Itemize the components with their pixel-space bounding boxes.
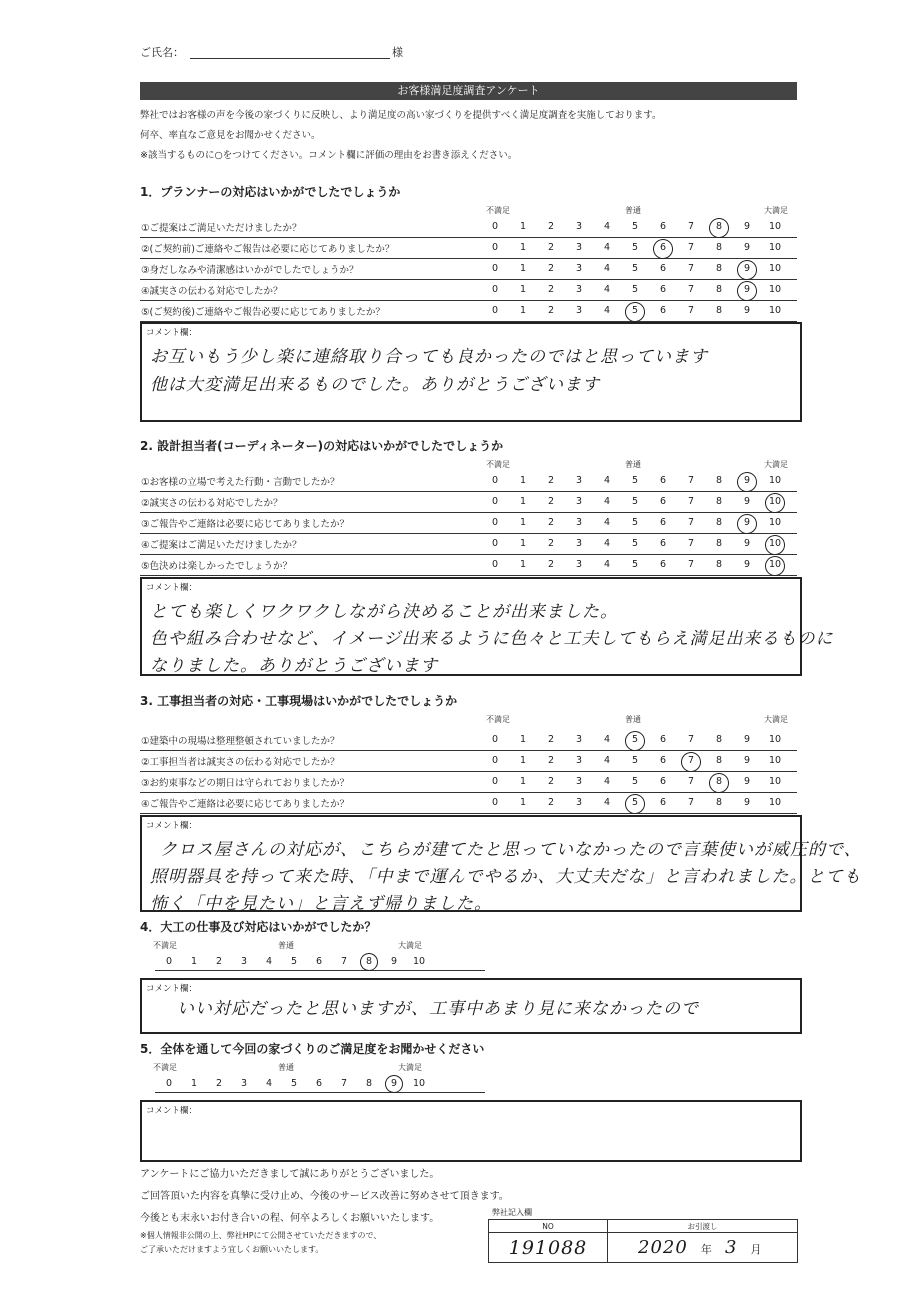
scale-label-low: 不満足 bbox=[153, 1063, 177, 1072]
rating-option-4[interactable]: 4 bbox=[603, 776, 611, 787]
question-text: ③お約束事などの期日は守られておりましたか？ bbox=[141, 778, 350, 789]
rating-option-7[interactable]: 7 bbox=[687, 221, 695, 232]
rating-option-5[interactable]: 5 bbox=[631, 221, 639, 232]
rating-option-6[interactable]: 6 bbox=[659, 221, 667, 232]
question-row bbox=[140, 534, 797, 555]
handover-month: 3 bbox=[725, 1237, 738, 1258]
rating-option-3[interactable]: 3 bbox=[575, 496, 583, 507]
section-2-heading: 2. 設計担当者(コーディネーター)の対応はいかがでしたでしょうか bbox=[140, 439, 504, 453]
rating-option-10[interactable]: 10 bbox=[768, 496, 782, 507]
rating-option-7[interactable]: 7 bbox=[687, 559, 695, 570]
question-text: ③ご報告やご連絡は必要に応じてありましたか？ bbox=[141, 519, 350, 530]
intro-text-1: 弊社ではお客様の声を今後の家づくりに反映し、より満足度の高い家づくりを提供すべく満足度調査を実施しております。 bbox=[140, 110, 662, 121]
rating-option-5[interactable]: 5 bbox=[290, 1078, 298, 1089]
rating-option-6[interactable]: 6 bbox=[659, 263, 667, 274]
comment-label: コメント欄： bbox=[146, 984, 198, 994]
rating-option-6[interactable]: 6 bbox=[659, 776, 667, 787]
rating-option-0[interactable]: 0 bbox=[165, 1078, 173, 1089]
rating-option-10[interactable]: 10 bbox=[768, 221, 782, 232]
rating-option-9[interactable]: 9 bbox=[743, 797, 751, 808]
rating-option-9[interactable]: 9 bbox=[743, 263, 751, 274]
rating-option-0[interactable]: 0 bbox=[491, 305, 499, 316]
question-text: ①建築中の現場は整理整頓されていましたか？ bbox=[141, 736, 340, 747]
comment-label: コメント欄： bbox=[146, 328, 198, 338]
rating-option-5[interactable]: 5 bbox=[631, 776, 639, 787]
no-header: NO bbox=[489, 1220, 608, 1233]
rating-option-9[interactable]: 9 bbox=[743, 517, 751, 528]
rating-option-5[interactable]: 5 bbox=[631, 734, 639, 745]
rating-option-6[interactable]: 6 bbox=[659, 305, 667, 316]
rating-option-6[interactable]: 6 bbox=[659, 242, 667, 253]
rating-option-4[interactable]: 4 bbox=[603, 559, 611, 570]
rating-option-10[interactable]: 10 bbox=[768, 538, 782, 549]
rating-option-3[interactable]: 3 bbox=[240, 956, 248, 967]
rating-option-4[interactable]: 4 bbox=[603, 755, 611, 766]
rating-option-10[interactable]: 10 bbox=[768, 797, 782, 808]
rating-option-4[interactable]: 4 bbox=[603, 475, 611, 486]
question-text: ②誠実さの伝わる対応でしたか？ bbox=[141, 498, 283, 509]
rating-option-3[interactable]: 3 bbox=[240, 1078, 248, 1089]
rating-option-7[interactable]: 7 bbox=[687, 475, 695, 486]
rating-option-0[interactable]: 0 bbox=[491, 263, 499, 274]
rating-option-7[interactable]: 7 bbox=[340, 1078, 348, 1089]
rating-option-9[interactable]: 9 bbox=[390, 956, 398, 967]
section-5-comment-box[interactable] bbox=[140, 1100, 802, 1162]
rating-option-3[interactable]: 3 bbox=[575, 305, 583, 316]
rating-option-3[interactable]: 3 bbox=[575, 263, 583, 274]
scale-label-high: 大満足 bbox=[398, 1063, 422, 1072]
rating-option-6[interactable]: 6 bbox=[315, 1078, 323, 1089]
section-5-heading: 5．全体を通して今回の家づくりのご満足度をお聞かせください bbox=[140, 1042, 485, 1056]
rating-option-9[interactable]: 9 bbox=[743, 734, 751, 745]
rating-option-0[interactable]: 0 bbox=[491, 559, 499, 570]
rating-option-1[interactable]: 1 bbox=[519, 538, 527, 549]
rating-option-4[interactable]: 4 bbox=[603, 734, 611, 745]
rating-option-8[interactable]: 8 bbox=[715, 776, 723, 787]
rating-option-1[interactable]: 1 bbox=[519, 221, 527, 232]
rating-option-3[interactable]: 3 bbox=[575, 755, 583, 766]
rating-option-10[interactable]: 10 bbox=[768, 517, 782, 528]
rating-option-6[interactable]: 6 bbox=[659, 797, 667, 808]
rating-option-2[interactable]: 2 bbox=[547, 242, 555, 253]
rating-option-9[interactable]: 9 bbox=[743, 475, 751, 486]
section-4-comment-box[interactable] bbox=[140, 978, 802, 1034]
rating-option-8[interactable]: 8 bbox=[715, 284, 723, 295]
rating-option-1[interactable]: 1 bbox=[519, 755, 527, 766]
rating-option-9[interactable]: 9 bbox=[743, 305, 751, 316]
handwritten-comment-line: 色や組み合わせなど、イメージ出来るように色々と工夫してもらえ満足出来るものに bbox=[150, 629, 834, 649]
rating-option-0[interactable]: 0 bbox=[491, 284, 499, 295]
footer-note-2: ご了承いただけますよう宜しくお願いいたします。 bbox=[140, 1245, 324, 1254]
rating-option-7[interactable]: 7 bbox=[687, 797, 695, 808]
rating-option-0[interactable]: 0 bbox=[491, 797, 499, 808]
rating-option-10[interactable]: 10 bbox=[412, 1078, 426, 1089]
question-text: ④ご提案はご満足いただけましたか？ bbox=[141, 540, 302, 551]
comment-label: コメント欄： bbox=[146, 821, 198, 831]
rating-option-10[interactable]: 10 bbox=[768, 242, 782, 253]
handwritten-comment-line: 他は大変満足出来るものでした。ありがとうございます bbox=[150, 375, 600, 395]
rating-option-9[interactable]: 9 bbox=[743, 221, 751, 232]
comment-label: コメント欄： bbox=[146, 583, 198, 593]
rating-option-1[interactable]: 1 bbox=[519, 776, 527, 787]
rating-option-2[interactable]: 2 bbox=[547, 305, 555, 316]
scale-label-high: 大満足 bbox=[764, 715, 788, 724]
rating-option-6[interactable]: 6 bbox=[315, 956, 323, 967]
handover-year: 2020 bbox=[638, 1237, 688, 1258]
section-1-heading: 1．プランナーの対応はいかがでしたでしょうか bbox=[140, 185, 401, 199]
scale-label-low: 不満足 bbox=[486, 715, 510, 724]
question-row bbox=[140, 793, 797, 814]
rating-option-9[interactable]: 9 bbox=[743, 559, 751, 570]
rating-option-4[interactable]: 4 bbox=[603, 284, 611, 295]
rating-option-8[interactable]: 8 bbox=[715, 797, 723, 808]
rating-option-2[interactable]: 2 bbox=[547, 221, 555, 232]
rating-option-2[interactable]: 2 bbox=[547, 496, 555, 507]
rating-option-10[interactable]: 10 bbox=[768, 776, 782, 787]
rating-option-1[interactable]: 1 bbox=[519, 284, 527, 295]
rating-option-7[interactable]: 7 bbox=[687, 734, 695, 745]
rating-option-6[interactable]: 6 bbox=[659, 475, 667, 486]
rating-option-7[interactable]: 7 bbox=[687, 538, 695, 549]
rating-option-10[interactable]: 10 bbox=[768, 734, 782, 745]
rating-option-4[interactable]: 4 bbox=[603, 517, 611, 528]
rating-option-7[interactable]: 7 bbox=[687, 776, 695, 787]
handwritten-comment-line: なりました。ありがとうございます bbox=[150, 656, 438, 676]
rating-option-5[interactable]: 5 bbox=[631, 242, 639, 253]
handwritten-comment-line: クロス屋さんの対応が、こちらが建てたと思っていなかったので言葉使いが威圧的で、 bbox=[160, 840, 862, 860]
rating-option-8[interactable]: 8 bbox=[715, 517, 723, 528]
rating-option-2[interactable]: 2 bbox=[547, 734, 555, 745]
scale-label-low: 不満足 bbox=[486, 460, 510, 469]
rating-option-6[interactable]: 6 bbox=[659, 559, 667, 570]
scale-label-mid: 普通 bbox=[278, 941, 294, 950]
handwritten-comment-line: とても楽しくワクワクしながら決めることが出来ました。 bbox=[150, 602, 618, 622]
rating-option-1[interactable]: 1 bbox=[519, 496, 527, 507]
scale-label-high: 大満足 bbox=[764, 206, 788, 215]
rating-option-5[interactable]: 5 bbox=[631, 797, 639, 808]
rating-option-8[interactable]: 8 bbox=[365, 1078, 373, 1089]
rating-option-8[interactable]: 8 bbox=[715, 755, 723, 766]
rating-option-4[interactable]: 4 bbox=[603, 242, 611, 253]
rating-option-5[interactable]: 5 bbox=[631, 305, 639, 316]
rating-option-8[interactable]: 8 bbox=[715, 559, 723, 570]
rating-option-7[interactable]: 7 bbox=[687, 517, 695, 528]
rating-option-7[interactable]: 7 bbox=[687, 496, 695, 507]
rating-option-6[interactable]: 6 bbox=[659, 517, 667, 528]
office-use-label: 弊社記入欄 bbox=[492, 1208, 532, 1217]
rating-option-0[interactable]: 0 bbox=[165, 956, 173, 967]
rating-option-7[interactable]: 7 bbox=[687, 263, 695, 274]
rating-option-1[interactable]: 1 bbox=[519, 517, 527, 528]
rating-option-10[interactable]: 10 bbox=[768, 263, 782, 274]
selected-rating-circle bbox=[384, 1074, 404, 1094]
scale-label-mid: 普通 bbox=[625, 206, 641, 215]
question-row bbox=[140, 751, 797, 772]
rating-option-3[interactable]: 3 bbox=[575, 734, 583, 745]
rating-option-1[interactable]: 1 bbox=[519, 797, 527, 808]
rating-option-5[interactable]: 5 bbox=[631, 496, 639, 507]
section-5-rating-row bbox=[155, 1076, 485, 1093]
no-value: 191088 bbox=[508, 1236, 588, 1259]
question-row bbox=[140, 513, 797, 534]
rating-option-8[interactable]: 8 bbox=[365, 956, 373, 967]
name-field[interactable] bbox=[190, 58, 390, 59]
rating-option-8[interactable]: 8 bbox=[715, 242, 723, 253]
handover-header: お引渡し bbox=[608, 1220, 798, 1233]
rating-option-0[interactable]: 0 bbox=[491, 755, 499, 766]
question-row bbox=[140, 280, 797, 301]
rating-option-1[interactable]: 1 bbox=[519, 263, 527, 274]
scale-label-mid: 普通 bbox=[625, 715, 641, 724]
rating-option-5[interactable]: 5 bbox=[290, 956, 298, 967]
footer-note-1: ※個人情報非公開の上、弊社HPにて公開させていただきますので、 bbox=[140, 1231, 382, 1240]
rating-option-4[interactable]: 4 bbox=[603, 221, 611, 232]
rating-option-10[interactable]: 10 bbox=[768, 284, 782, 295]
question-row bbox=[140, 555, 797, 576]
rating-option-9[interactable]: 9 bbox=[743, 755, 751, 766]
rating-option-1[interactable]: 1 bbox=[519, 305, 527, 316]
question-text: ⑤(ご契約後)ご連絡やご報告必要に応じてありましたか？ bbox=[141, 307, 385, 318]
rating-option-2[interactable]: 2 bbox=[215, 956, 223, 967]
year-unit: 年 bbox=[700, 1243, 712, 1256]
rating-option-2[interactable]: 2 bbox=[547, 263, 555, 274]
question-text: ④誠実さの伝わる対応でしたか？ bbox=[141, 286, 283, 297]
footer-thanks: アンケートにご協力いただきまして誠にありがとうございました。 bbox=[140, 1169, 440, 1180]
rating-option-7[interactable]: 7 bbox=[687, 284, 695, 295]
scale-label-high: 大満足 bbox=[764, 460, 788, 469]
rating-option-9[interactable]: 9 bbox=[743, 538, 751, 549]
footer-improve: ご回答頂いた内容を真摯に受け止め、今後のサービス改善に努めさせて頂きます。 bbox=[140, 1191, 509, 1202]
rating-option-0[interactable]: 0 bbox=[491, 734, 499, 745]
section-3-comment-box[interactable] bbox=[140, 815, 862, 914]
question-row bbox=[140, 471, 797, 492]
rating-option-10[interactable]: 10 bbox=[768, 305, 782, 316]
rating-option-9[interactable]: 9 bbox=[743, 776, 751, 787]
question-row bbox=[140, 772, 797, 793]
rating-option-3[interactable]: 3 bbox=[575, 538, 583, 549]
rating-option-9[interactable]: 9 bbox=[743, 284, 751, 295]
rating-option-6[interactable]: 6 bbox=[659, 496, 667, 507]
question-row bbox=[140, 238, 797, 259]
rating-option-9[interactable]: 9 bbox=[743, 496, 751, 507]
question-text: ②工事担当者は誠実さの伝わる対応でしたか？ bbox=[141, 757, 340, 768]
rating-option-3[interactable]: 3 bbox=[575, 776, 583, 787]
rating-option-5[interactable]: 5 bbox=[631, 755, 639, 766]
rating-option-4[interactable]: 4 bbox=[603, 538, 611, 549]
rating-option-4[interactable]: 4 bbox=[265, 956, 273, 967]
question-row bbox=[140, 259, 797, 280]
rating-option-5[interactable]: 5 bbox=[631, 517, 639, 528]
rating-option-6[interactable]: 6 bbox=[659, 755, 667, 766]
rating-option-5[interactable]: 5 bbox=[631, 263, 639, 274]
scale-label-low: 不満足 bbox=[486, 206, 510, 215]
rating-option-2[interactable]: 2 bbox=[547, 755, 555, 766]
rating-option-3[interactable]: 3 bbox=[575, 517, 583, 528]
question-text: ④ご報告やご連絡は必要に応じてありましたか？ bbox=[141, 799, 350, 810]
rating-option-3[interactable]: 3 bbox=[575, 559, 583, 570]
rating-option-3[interactable]: 3 bbox=[575, 284, 583, 295]
rating-option-6[interactable]: 6 bbox=[659, 538, 667, 549]
rating-option-1[interactable]: 1 bbox=[519, 734, 527, 745]
office-use-table bbox=[488, 1219, 798, 1263]
rating-option-7[interactable]: 7 bbox=[687, 242, 695, 253]
rating-option-2[interactable]: 2 bbox=[547, 776, 555, 787]
rating-option-0[interactable]: 0 bbox=[491, 221, 499, 232]
rating-option-2[interactable]: 2 bbox=[547, 517, 555, 528]
rating-option-7[interactable]: 7 bbox=[687, 305, 695, 316]
question-row bbox=[140, 492, 797, 513]
rating-option-3[interactable]: 3 bbox=[575, 242, 583, 253]
rating-option-4[interactable]: 4 bbox=[603, 263, 611, 274]
section-4-comment-line: いい対応だったと思いますが、工事中あまり見に来なかったので bbox=[177, 999, 699, 1019]
rating-option-8[interactable]: 8 bbox=[715, 734, 723, 745]
rating-option-1[interactable]: 1 bbox=[519, 475, 527, 486]
intro-text-2: 何卒、率直なご意見をお聞かせください。 bbox=[140, 130, 321, 141]
rating-option-1[interactable]: 1 bbox=[190, 1078, 198, 1089]
section-1-comment-box[interactable] bbox=[140, 322, 802, 422]
rating-option-4[interactable]: 4 bbox=[603, 305, 611, 316]
scale-label-low: 不満足 bbox=[153, 941, 177, 950]
rating-option-2[interactable]: 2 bbox=[547, 475, 555, 486]
rating-option-7[interactable]: 7 bbox=[687, 755, 695, 766]
rating-option-8[interactable]: 8 bbox=[715, 305, 723, 316]
question-text: ③身だしなみや清潔感はいかがでしたでしょうか？ bbox=[141, 265, 359, 276]
rating-option-3[interactable]: 3 bbox=[575, 475, 583, 486]
rating-option-0[interactable]: 0 bbox=[491, 475, 499, 486]
rating-option-9[interactable]: 9 bbox=[743, 242, 751, 253]
rating-option-10[interactable]: 10 bbox=[412, 956, 426, 967]
name-label: ご氏名： bbox=[140, 46, 184, 59]
rating-option-10[interactable]: 10 bbox=[768, 559, 782, 570]
rating-option-3[interactable]: 3 bbox=[575, 221, 583, 232]
survey-title: お客様満足度調査アンケート bbox=[140, 82, 797, 100]
question-row bbox=[140, 217, 797, 238]
rating-option-5[interactable]: 5 bbox=[631, 475, 639, 486]
rating-option-0[interactable]: 0 bbox=[491, 242, 499, 253]
rating-option-0[interactable]: 0 bbox=[491, 496, 499, 507]
question-text: ⑤色決めは楽しかったでしょうか？ bbox=[141, 561, 293, 572]
handwritten-comment-line: 照明器具を持って来た時、「中まで運んでやるか、大丈夫だな」と言われました。とても bbox=[150, 867, 862, 887]
question-text: ①ご提案はご満足いただけましたか？ bbox=[141, 223, 302, 234]
rating-option-0[interactable]: 0 bbox=[491, 538, 499, 549]
handover-cell[interactable] bbox=[608, 1233, 798, 1263]
question-text: ②(ご契約前)ご連絡やご報告は必要に応じてありましたか？ bbox=[141, 244, 395, 255]
rating-option-8[interactable]: 8 bbox=[715, 221, 723, 232]
rating-option-1[interactable]: 1 bbox=[190, 956, 198, 967]
handwritten-comment-line: 怖く「中を見たい」と言えず帰りました。 bbox=[150, 894, 492, 914]
rating-option-2[interactable]: 2 bbox=[547, 559, 555, 570]
rating-option-2[interactable]: 2 bbox=[547, 538, 555, 549]
scale-label-mid: 普通 bbox=[625, 460, 641, 469]
rating-option-1[interactable]: 1 bbox=[519, 242, 527, 253]
rating-option-8[interactable]: 8 bbox=[715, 475, 723, 486]
rating-option-4[interactable]: 4 bbox=[265, 1078, 273, 1089]
rating-option-10[interactable]: 10 bbox=[768, 475, 782, 486]
honorific: 様 bbox=[392, 46, 403, 59]
month-unit: 月 bbox=[750, 1243, 762, 1256]
rating-option-9[interactable]: 9 bbox=[390, 1078, 398, 1089]
rating-option-2[interactable]: 2 bbox=[547, 284, 555, 295]
no-cell[interactable] bbox=[489, 1233, 608, 1263]
rating-option-2[interactable]: 2 bbox=[215, 1078, 223, 1089]
rating-option-0[interactable]: 0 bbox=[491, 517, 499, 528]
intro-text-3: ※該当するものに○をつけてください。コメント欄に評価の理由をお書き添えください。 bbox=[140, 150, 518, 161]
scale-label-high: 大満足 bbox=[398, 941, 422, 950]
rating-option-5[interactable]: 5 bbox=[631, 284, 639, 295]
handwritten-comment-line: お互いもう少し楽に連絡取り合っても良かったのではと思っています bbox=[150, 347, 708, 367]
section-2-comment-box[interactable] bbox=[140, 577, 834, 676]
rating-option-6[interactable]: 6 bbox=[659, 284, 667, 295]
rating-option-3[interactable]: 3 bbox=[575, 797, 583, 808]
section-4-rating-row bbox=[155, 954, 485, 971]
comment-label: コメント欄： bbox=[146, 1106, 198, 1116]
rating-option-6[interactable]: 6 bbox=[659, 734, 667, 745]
rating-option-10[interactable]: 10 bbox=[768, 755, 782, 766]
rating-option-8[interactable]: 8 bbox=[715, 538, 723, 549]
rating-option-0[interactable]: 0 bbox=[491, 776, 499, 787]
rating-option-4[interactable]: 4 bbox=[603, 797, 611, 808]
rating-option-2[interactable]: 2 bbox=[547, 797, 555, 808]
question-text: ①お客様の立場で考えた行動・言動でしたか？ bbox=[141, 477, 340, 488]
rating-option-7[interactable]: 7 bbox=[340, 956, 348, 967]
question-row bbox=[140, 301, 797, 322]
rating-option-4[interactable]: 4 bbox=[603, 496, 611, 507]
scale-label-mid: 普通 bbox=[278, 1063, 294, 1072]
rating-option-8[interactable]: 8 bbox=[715, 263, 723, 274]
section-4-heading: 4．大工の仕事及び対応はいかがでしたか？ bbox=[140, 920, 377, 934]
rating-option-5[interactable]: 5 bbox=[631, 538, 639, 549]
rating-option-1[interactable]: 1 bbox=[519, 559, 527, 570]
footer-regards: 今後とも末永いお付き合いの程、何卒よろしくお願いいたします。 bbox=[140, 1213, 440, 1224]
rating-option-5[interactable]: 5 bbox=[631, 559, 639, 570]
selected-rating-circle bbox=[359, 952, 379, 972]
rating-option-8[interactable]: 8 bbox=[715, 496, 723, 507]
question-row bbox=[140, 730, 797, 751]
section-3-heading: 3. 工事担当者の対応・工事現場はいかがでしたでしょうか bbox=[140, 694, 458, 708]
